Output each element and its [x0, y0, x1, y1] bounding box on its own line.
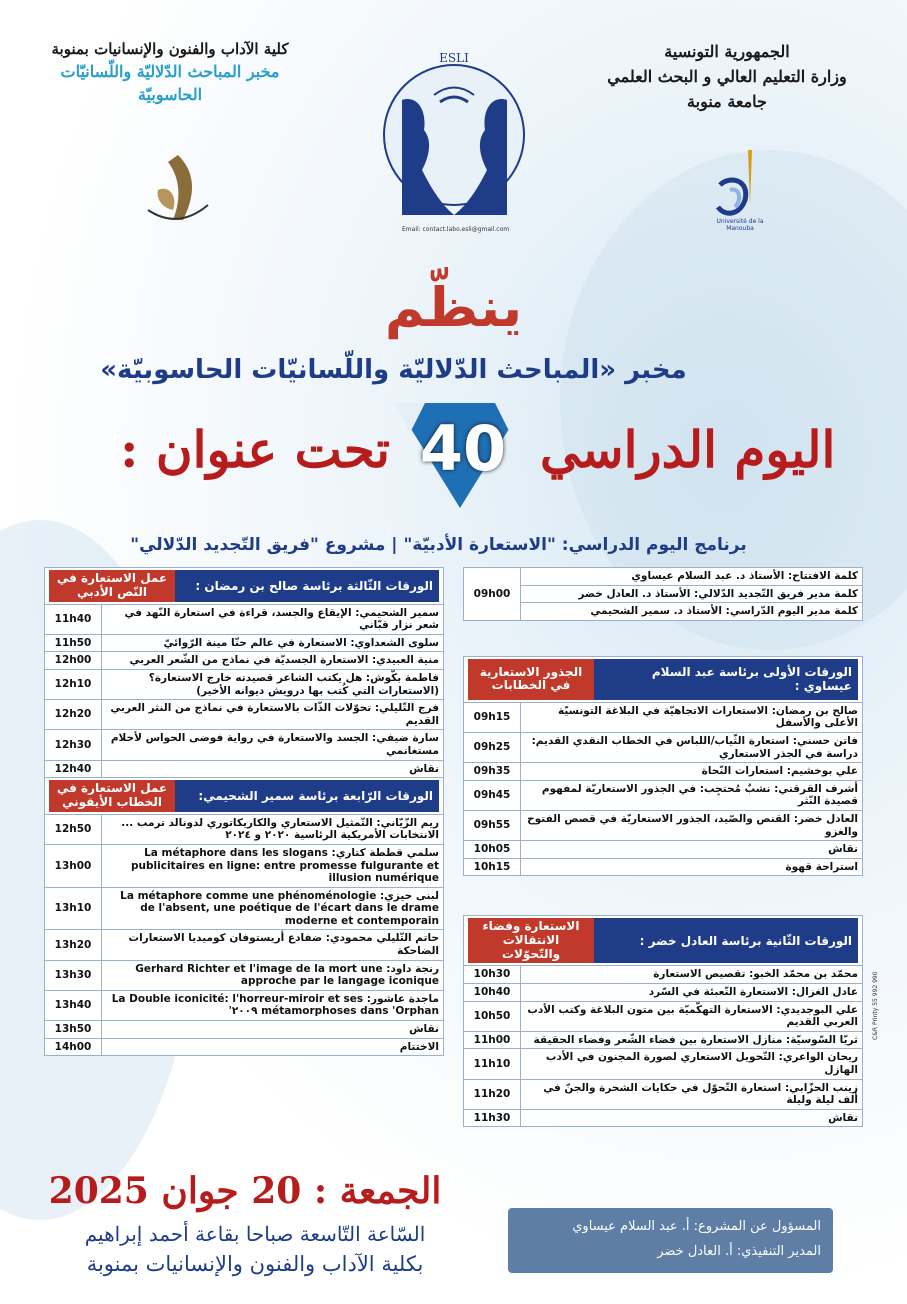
ministry-name: وزارة التعليم العالي و البحث العلمي	[607, 67, 847, 86]
session-chair: الورقات الثّانية برئاسة العادل خضر :	[594, 918, 858, 963]
table-row	[464, 1031, 863, 1049]
table-row	[464, 810, 863, 840]
talk-text: ثريّا السّوسيّة: منازل الاستعارة بين فضاء الشّعر وفضاء الحقيقة	[521, 1031, 863, 1049]
talk-text: العادل خضر: القنص والصّيد، الجذور الاستعاريّة في قصص الفتوح والغزو	[521, 810, 863, 840]
table-row	[45, 990, 444, 1020]
session2-table	[463, 915, 863, 1127]
talk-text: أشرف القرقني: نشبٌ مُحتجِب: في الجذور الاستعاريّة لمفهوم قصيدة النّثر	[521, 780, 863, 810]
opening-table	[463, 567, 863, 621]
table-row	[464, 1109, 863, 1127]
project-responsible: المسؤول عن المشروع: أ. عبد السلام عيساوي	[572, 1219, 821, 1234]
responsibles-box	[508, 1208, 833, 1273]
time-cell: 14h00	[45, 1038, 102, 1056]
time-cell: 11h10	[464, 1049, 521, 1079]
talk-text: صالح بن رمضان: الاستعارات الاتجاهيّة في البلاغة التونسيّة الأعلى والأسفل	[521, 702, 863, 732]
esli-email: Email: contact.labo.esli@gmail.com	[402, 226, 510, 233]
session-header	[464, 916, 863, 966]
talk-text: محمّد بن محمّد الخبو: تقصيص الاستعارة	[521, 966, 863, 984]
session-header	[464, 657, 863, 703]
table-row	[464, 702, 863, 732]
table-row	[45, 1038, 444, 1056]
table-row	[45, 960, 444, 990]
event-date: الجمعة : 20 جوان 2025	[48, 1170, 442, 1212]
session-header	[45, 568, 444, 605]
organizes-title: ينظّم	[384, 276, 523, 339]
table-row	[464, 983, 863, 1001]
table-row	[45, 669, 444, 699]
talk-text: نقاش	[102, 1021, 444, 1039]
talk-text: سمير الشحيمي: الإيقاع والجسد، قراءة في استعارة النّهد في شعر نزار قبّاني	[102, 604, 444, 634]
faculty-name: كلية الآداب والفنون والإنسانيات بمنوبة	[51, 40, 289, 58]
time-cell: 09h25	[464, 732, 521, 762]
talk-text: ريحان الواعري: التّحويل الاستعاري لصورة المجنون في الأدب الهازل	[521, 1049, 863, 1079]
table-row	[45, 730, 444, 760]
time-cell: 13h40	[45, 990, 102, 1020]
talk-text: الاختتام	[102, 1038, 444, 1056]
table-row	[464, 858, 863, 876]
esli-lab-logo-icon	[382, 40, 527, 235]
table-row	[464, 603, 863, 621]
time-cell: 09h00	[464, 568, 521, 621]
time-cell: 09h55	[464, 810, 521, 840]
session-theme: عمل الاستعارة في الخطاب الأيقوني	[49, 780, 175, 812]
time-cell: 12h50	[45, 814, 102, 844]
talk-text: ماجدة عاشور: La Double iconicité: l'horreur-miroir et ses métamorphoses dans 'Orphan ٢٠٠٩'	[102, 990, 444, 1020]
table-row	[45, 760, 444, 778]
time-cell: 13h50	[45, 1021, 102, 1039]
republic-name: الجمهورية التونسية	[664, 42, 790, 61]
time-cell: 12h10	[45, 669, 102, 699]
time-cell: 10h15	[464, 858, 521, 876]
talk-text: نقاش	[521, 1109, 863, 1127]
talk-text: فاتن حسني: استعارة الثّياب/اللباس في الخطاب النقدي القديم: دراسة في الجذر الاستعاري	[521, 732, 863, 762]
time-cell: 10h30	[464, 966, 521, 984]
time-cell: 09h35	[464, 763, 521, 781]
session1-table	[463, 656, 863, 876]
time-cell: 13h30	[45, 960, 102, 990]
time-cell: 11h20	[464, 1079, 521, 1109]
table-row	[464, 1001, 863, 1031]
time-cell: 13h20	[45, 930, 102, 960]
time-cell: 11h50	[45, 634, 102, 652]
table-row	[45, 1021, 444, 1039]
talk-text: زينب الحزّابي: استعارة التّحوّل في حكايات الشحرة والجنّ في ألف ليلة وليلة	[521, 1079, 863, 1109]
table-row	[464, 1049, 863, 1079]
time-cell: 11h40	[45, 604, 102, 634]
talk-text: استراحة قهوة	[521, 858, 863, 876]
session-header	[45, 778, 444, 815]
talk-text: علي بوخشيم: استعارات النّحاة	[521, 763, 863, 781]
table-row	[464, 568, 863, 586]
time-cell: 10h40	[464, 983, 521, 1001]
venue-line-1: السّاعة التّاسعة صباحا بقاعة أحمد إبراهيم	[84, 1222, 426, 1246]
session3-4-table	[44, 567, 444, 1056]
table-row	[45, 814, 444, 844]
time-cell: 12h20	[45, 700, 102, 730]
printer-mark: C&R Printy 55 992 990	[872, 971, 879, 1040]
time-cell: 11h30	[464, 1109, 521, 1127]
table-row	[464, 585, 863, 603]
talk-text: نقاش	[521, 841, 863, 859]
talk-text: علي البوجديدي: الاستعارة التهكّميّة بين متون البلاغة وكتب الأدب العربي القديم	[521, 1001, 863, 1031]
table-row	[464, 763, 863, 781]
talk-text: حاتم التّليلي محمودي: ضفادع أريستوفان كوميديا الاستعارات الضاحكة	[102, 930, 444, 960]
table-row	[464, 841, 863, 859]
talk-text: سارة ضيفي: الجسد والاستعارة في رواية فوضى الحواس لأحلام مستغانمي	[102, 730, 444, 760]
time-cell: 12h00	[45, 652, 102, 670]
table-row	[464, 780, 863, 810]
table-row	[45, 887, 444, 930]
ministry-header	[597, 42, 857, 117]
esli-logo-text: ESLI	[439, 51, 469, 65]
day-suffix: تحت عنوان :	[120, 420, 390, 479]
time-cell: 12h30	[45, 730, 102, 760]
table-row	[45, 634, 444, 652]
table-row	[464, 1079, 863, 1109]
talk-text: منية العبيدي: الاستعارة الجسديّة في نماذج من الشّعر العربي	[102, 652, 444, 670]
session-theme: الجذور الاستعارية في الخطابات	[468, 659, 594, 700]
talk-text: رنجة داود: Gerhard Richter et l'image de la mort une approche par le langage iconique	[102, 960, 444, 990]
table-row	[45, 930, 444, 960]
table-row	[45, 844, 444, 887]
table-row	[464, 966, 863, 984]
session-chair: الورقات الثّالثة برئاسة صالح بن رمضان :	[175, 570, 439, 602]
day-number: 40	[419, 412, 507, 485]
lab-name-line1: مخبر المباحث الدّلاليّة واللّسانيّات	[60, 62, 280, 81]
faculty-logo-icon	[138, 150, 218, 230]
opening-item: كلمة مدير فريق التّجديد الدّلالي: الأستاذ د. العادل خضر	[521, 585, 863, 603]
time-cell: 11h00	[464, 1031, 521, 1049]
time-cell: 09h15	[464, 702, 521, 732]
venue-line-2: بكلية الآداب والفنون والإنسانيات بمنوبة	[86, 1252, 424, 1276]
talk-text: فاطمة بكّوش: هل يكتب الشاعر قصيدته خارج الاستعارة؟ (الاستعارات التي كُتب بها درويش ديوانه الأخير)	[102, 669, 444, 699]
time-cell: 13h10	[45, 887, 102, 930]
session-chair: الورقات الرّابعة برئاسة سمير الشحيمي:	[175, 780, 439, 812]
table-row	[464, 732, 863, 762]
talk-text: لبنى حيزي: La métaphore comme une phénoménologie de l'absent, une poétique de l'écart dans le drame moderne et contemporain	[102, 887, 444, 930]
time-cell: 10h05	[464, 841, 521, 859]
university-name: جامعة منوبة	[687, 92, 767, 111]
session-chair: الورقات الأولى برئاسة عبد السلام عيساوي :	[594, 659, 858, 700]
table-row	[45, 604, 444, 634]
talk-text: سلوى الشعداوي: الاستعارة في عالم حنّا مينة الرّوائيّ	[102, 634, 444, 652]
session-theme: عمل الاستعارة في النّص الأدبي	[49, 570, 175, 602]
time-cell: 09h45	[464, 780, 521, 810]
opening-item: كلمة مدير اليوم الدّراسي: الأستاذ د. سمير الشحيمي	[521, 603, 863, 621]
table-row	[45, 700, 444, 730]
time-cell: 13h00	[45, 844, 102, 887]
university-logo-text: Université de la Manouba	[716, 218, 764, 232]
faculty-header	[40, 40, 300, 104]
opening-item: كلمة الافتتاح: الأستاذ د. عبد السلام عيساوي	[521, 568, 863, 586]
time-cell: 10h50	[464, 1001, 521, 1031]
talk-text: ريم الزّيّاني: التّمثيل الاستعاري والكاريكاتوري لدونالد ترمب ... الانتخابات الأمريكية الرئاسية ٢٠٢٠ و ٢٠٢٤	[102, 814, 444, 844]
time-cell: 12h40	[45, 760, 102, 778]
lab-name-line2: الحاسوبيّة	[137, 85, 203, 104]
talk-text: سلمي قططة كتاري: La métaphore dans les slogans publicitaires en ligne: entre promesse fulgurante et illusion numérique	[102, 844, 444, 887]
program-title: برنامج اليوم الدراسي: "الاستعارة الأدبيّة" | مشروع "فريق التّجديد الدّلالي"	[130, 535, 747, 555]
table-row	[45, 652, 444, 670]
lab-title: مخبر «المباحث الدّلاليّة واللّسانيّات الحاسوبيّة»	[100, 355, 687, 385]
executive-director: المدير التنفيذي: أ. العادل خضر	[657, 1244, 821, 1259]
talk-text: عادل الغزال: الاستعارة التّعبئة في السّرد	[521, 983, 863, 1001]
talk-text: فرج التّليلي: تحوّلات الذّات بالاستعارة في نماذج من النثر العربي القديم	[102, 700, 444, 730]
talk-text: نقاش	[102, 760, 444, 778]
day-prefix: اليوم الدراسي	[540, 420, 836, 479]
session-theme: الاستعارة وفضاء الانتقالات والتّحوّلات	[468, 918, 594, 963]
